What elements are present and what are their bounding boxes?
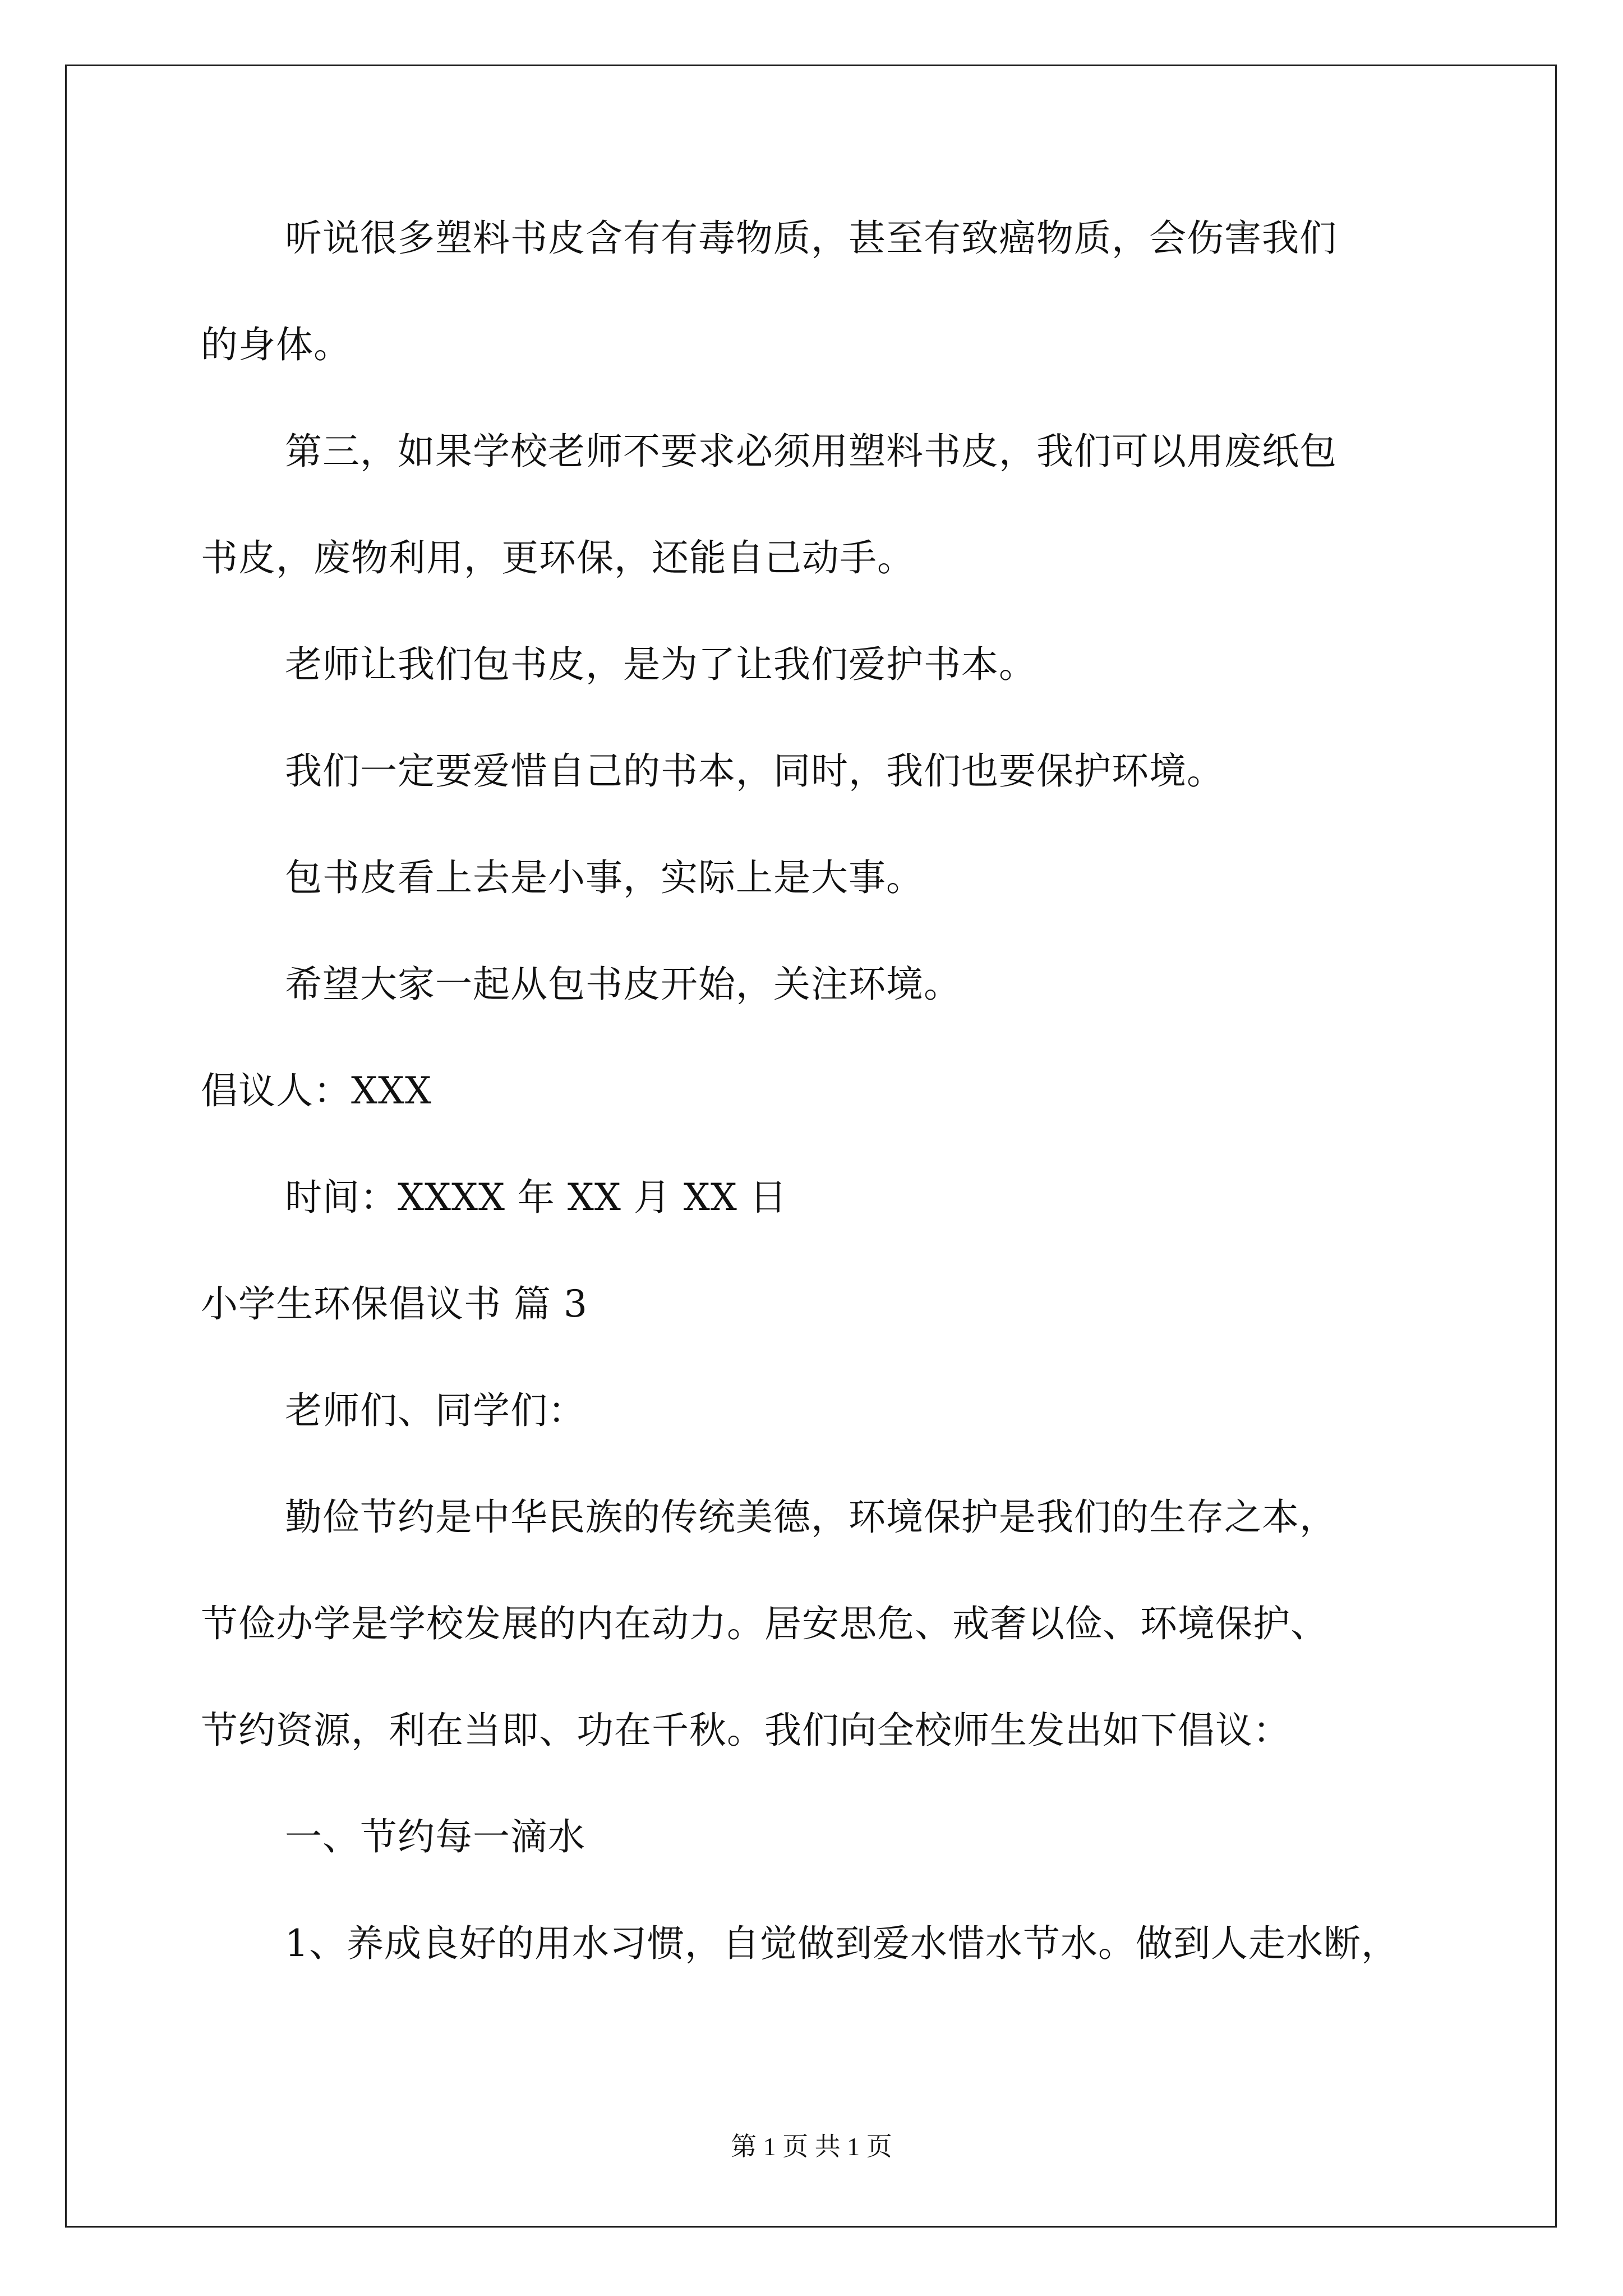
- list-heading: 一、节约每一滴水: [285, 1815, 585, 1858]
- paragraph-line: 勤俭节约是中华民族的传统美德，环境保护是我们的生存之本，: [285, 1496, 1337, 1539]
- paragraph-line: 书皮，废物利用，更环保，还能自己动手。: [201, 536, 915, 579]
- list-item: 1、养成良好的用水习惯，自觉做到爱水惜水节水。做到人走水断，: [285, 1922, 1399, 1965]
- paragraph-line: 第三，如果学校老师不要求必须用塑料书皮，我们可以用废纸包: [285, 430, 1337, 473]
- paragraph-line: 包书皮看上去是小事，实际上是大事。: [285, 856, 924, 899]
- paragraph-line: 老师让我们包书皮，是为了让我们爱护书本。: [285, 643, 1036, 686]
- paragraph-line: 节约资源，利在当即、功在千秋。我们向全校师生发出如下倡议：: [201, 1709, 1290, 1752]
- paragraph-line: 希望大家一起从包书皮开始，关注环境。: [285, 963, 961, 1006]
- paragraph-line: 的身体。: [201, 323, 351, 366]
- salutation-line: 老师们、同学们：: [285, 1389, 585, 1432]
- paragraph-line: 节俭办学是学校发展的内在动力。居安思危、戒奢以俭、环境保护、: [201, 1602, 1328, 1645]
- date-line: 时间：XXXX 年 XX 月 XX 日: [285, 1176, 787, 1219]
- signature-line: 倡议人：XXX: [201, 1069, 432, 1112]
- page-footer: 第 1 页 共 1 页: [731, 2132, 892, 2161]
- document-body: [201, 185, 1463, 1997]
- paragraph-line: 我们一定要爱惜自己的书本，同时，我们也要保护环境。: [285, 749, 1224, 793]
- paragraph-line: 听说很多塑料书皮含有有毒物质，甚至有致癌物质，会伤害我们: [285, 217, 1337, 260]
- section-heading: 小学生环保倡议书 篇 3: [201, 1282, 588, 1326]
